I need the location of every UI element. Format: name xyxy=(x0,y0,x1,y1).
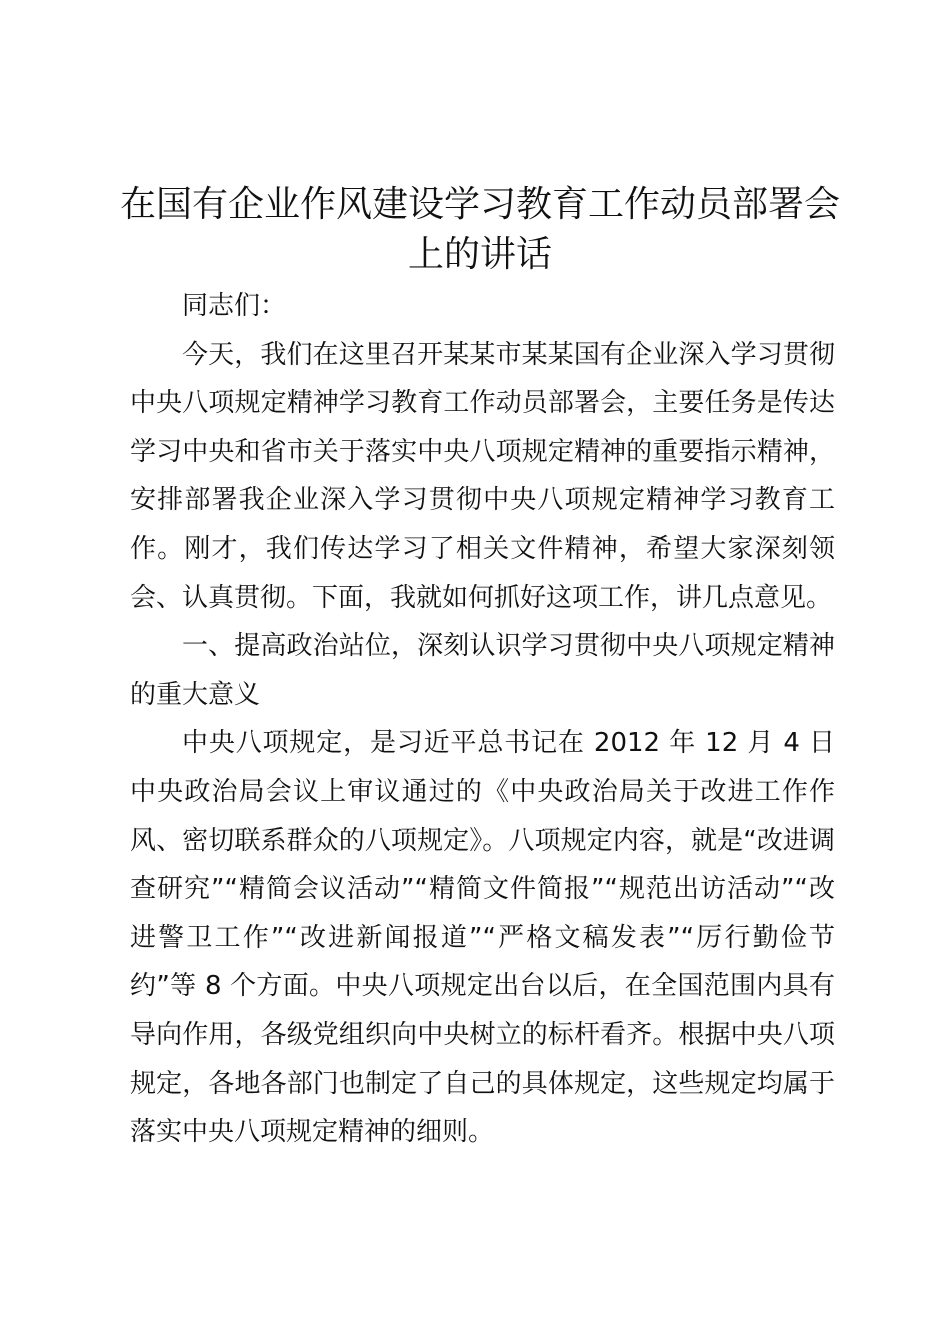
salutation: 同志们： xyxy=(182,291,287,321)
document-body xyxy=(130,282,835,1157)
paragraph-section-1: 中央八项规定，是习近平总书记在 2012 年 12 月 4 日中央政治局会议上审议通过的《中央政治局关于改进工作作风、密切联系群众的八项规定》。八项规定内容，就是“改进调查研究”“精简会议活动”“精简文件简报”“规范出访活动”“改进警卫工作”“改进新闻报道”“严格文稿发表”“厉行勤俭节约”等 8 个方面。中央八项规定出台以后，在全国范围内具有导向作用，各级党组织向中央树立的标杆看齐。根据中央八项规定，各地各部门也制定了自己的具体规定，这些规定均属于落实中央八项规定精神的细则。 xyxy=(130,728,835,1148)
paragraph-intro: 今天，我们在这里召开某某市某某国有企业深入学习贯彻中央八项规定精神学习教育工作动员部署会，主要任务是传达学习中央和省市关于落实中央八项规定精神的重要指示精神，安排部署我企业深入学习贯彻中央八项规定精神学习教育工作。刚才，我们传达学习了相关文件精神，希望大家深刻领会、认真贯彻。下面，我就如何抓好这项工作，讲几点意见。 xyxy=(130,339,835,613)
section-heading-1: 一、提高政治站位，深刻认识学习贯彻中央八项规定精神的重大意义 xyxy=(130,631,835,710)
document-title: 在国有企业作风建设学习教育工作动员部署会上的讲话 xyxy=(119,184,840,275)
